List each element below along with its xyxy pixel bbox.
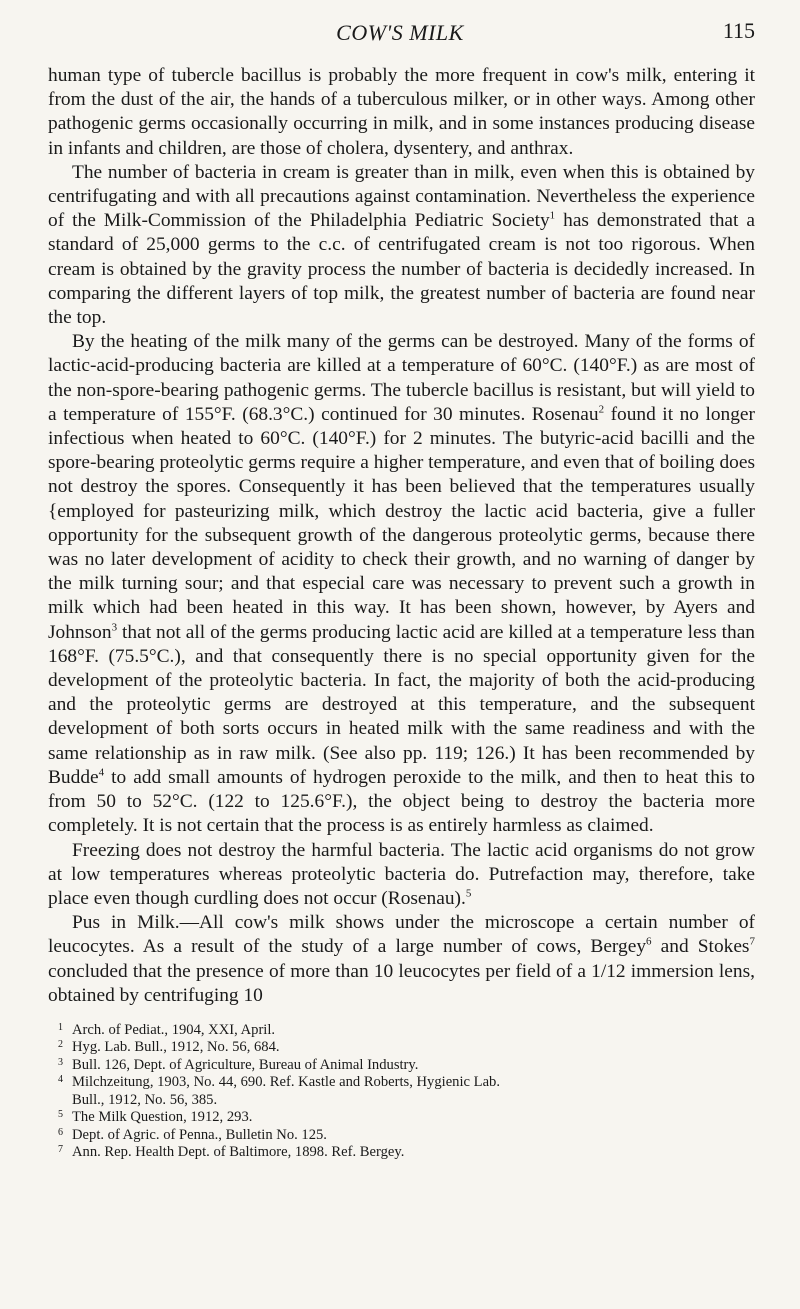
footnotes bbox=[48, 1022, 755, 1162]
footnote-ref: 7 bbox=[749, 935, 755, 948]
footnote-ref: 6 bbox=[646, 935, 652, 948]
footnote-ref: 4 bbox=[98, 766, 105, 779]
footnote-ref: 3 bbox=[111, 621, 118, 634]
footnote: 3 Bull. 126, Dept. of Agriculture, Bureau of Animal Industry. bbox=[58, 1056, 419, 1073]
footnote: 4 Milchzeitung, 1903, No. 44, 690. Ref. Kastle and Roberts, Hygienic Lab. bbox=[58, 1074, 501, 1091]
paragraph: The number of bacteria in cream is greater than in milk, even when this is obtained by centrifugating and with all precautions against contamination. Nevertheless the experience of the Milk-Commission of the Philadelphia Pediatric Society$^1$ has demonstrated that a standard of 25,000 germs to the c.c. of centrifugated cream is not too rigorous. When cream is obtained by the gravity process the number of bacteria is decidedly increased. In comparing the different layers of top milk, the greatest number of bacteria are found near the top. bbox=[48, 161, 755, 329]
paragraph: human type of tubercle bacillus is probably the more frequent in cow's milk, entering it from the dust of the air, the hands of a tuberculous milker, or in other ways. Among other pathogenic germs occasionally occurring in milk, and in some instances producing disease in infants and children, are those of cholera, dysentery, and anthrax. bbox=[48, 65, 755, 159]
footnote-ref: 5 bbox=[465, 887, 472, 900]
footnote: 6 Dept. of Agric. of Penna., Bulletin No. 125. bbox=[58, 1126, 327, 1143]
paragraph: Freezing does not destroy the harmful bacteria. The lactic acid organisms do not grow at low temperatures whereas proteolytic bacteria do. Putrefaction may, therefore, take place even though curdling does not occur (Rosenau).$^5$ bbox=[48, 839, 755, 909]
footnote-ref: 2 bbox=[598, 403, 605, 416]
paragraph: Pus in Milk.—All cow's milk shows under the microscope a certain number of leucocytes. As a result of the study of a large number of cows, Bergey$^6$ and Stokes$^7$ concluded that the presence of more than 10 leucocytes per field of a 1/12 immersion lens, obtained by centrifuging 10 bbox=[48, 912, 755, 1006]
page-number: 115 bbox=[722, 18, 755, 43]
paragraph: By the heating of the milk many of the germs can be destroyed. Many of the forms of lactic-acid-producing bacteria are killed at a temperature of 60°C. (140°F.) as are most of the non-spore-bearing pathogenic germs. The tubercle bacillus is resistant, but will yield to a temperature of 155°F. (68.3°C.) continued for 30 minutes. Rosenau$^2$ found it no longer infectious when heated to 60°C. (140°F.) for 2 minutes. The butyric-acid bacilli and the spore-bearing proteolytic germs require a higher temperature, and even that of boiling does not destroy the spores. Consequently it has been believed that the temperatures usually {employed for pasteurizing milk, which destroy the lactic acid bacteria, give a fuller opportunity for the subsequent growth of the dangerous proteolytic germs, because there was no later development of acidity to check their growth, and no warning of danger by the milk turning sour; and that especial care was necessary to prevent such a growth in milk which had been heated in this way. It has been shown, however, by Ayers and Johnson$^3$ that not all of the germs producing lactic acid are killed at a temperature less than 168°F. (75.5°C.), and that consequently there is no special opportunity given for the development of the proteolytic bacteria. In fact, the majority of both the acid-producing and the proteolytic germs are destroyed at this temperature, and the subsequent development of both sorts occurs in heated milk with the same readiness and with the same relationship as in raw milk. (See also pp. 119; 126.) It has been recommended by Budde$^4$ to add small amounts of hydrogen peroxide to the milk, and then to heat this to from 50 to 52°C. (122 to 125.6°F.), the object being to destroy the bacteria more completely. It is not certain that the process is as entirely harmless as claimed. bbox=[48, 331, 755, 837]
footnote: 7 Ann. Rep. Health Dept. of Baltimore, 1898. Ref. Bergey. bbox=[58, 1144, 405, 1161]
running-title: COW'S MILK bbox=[336, 20, 464, 45]
body-text bbox=[48, 64, 755, 1162]
footnote: 5 The Milk Question, 1912, 293. bbox=[58, 1109, 253, 1126]
footnote: 1 Arch. of Pediat., 1904, XXI, April. bbox=[58, 1021, 276, 1038]
footnote: 2 Hyg. Lab. Bull., 1912, No. 56, 684. bbox=[58, 1039, 280, 1056]
footnote-ref: 1 bbox=[549, 209, 556, 222]
footnote-continuation: Bull., 1912, No. 56, 385. bbox=[72, 1091, 218, 1108]
running-head bbox=[0, 12, 800, 52]
